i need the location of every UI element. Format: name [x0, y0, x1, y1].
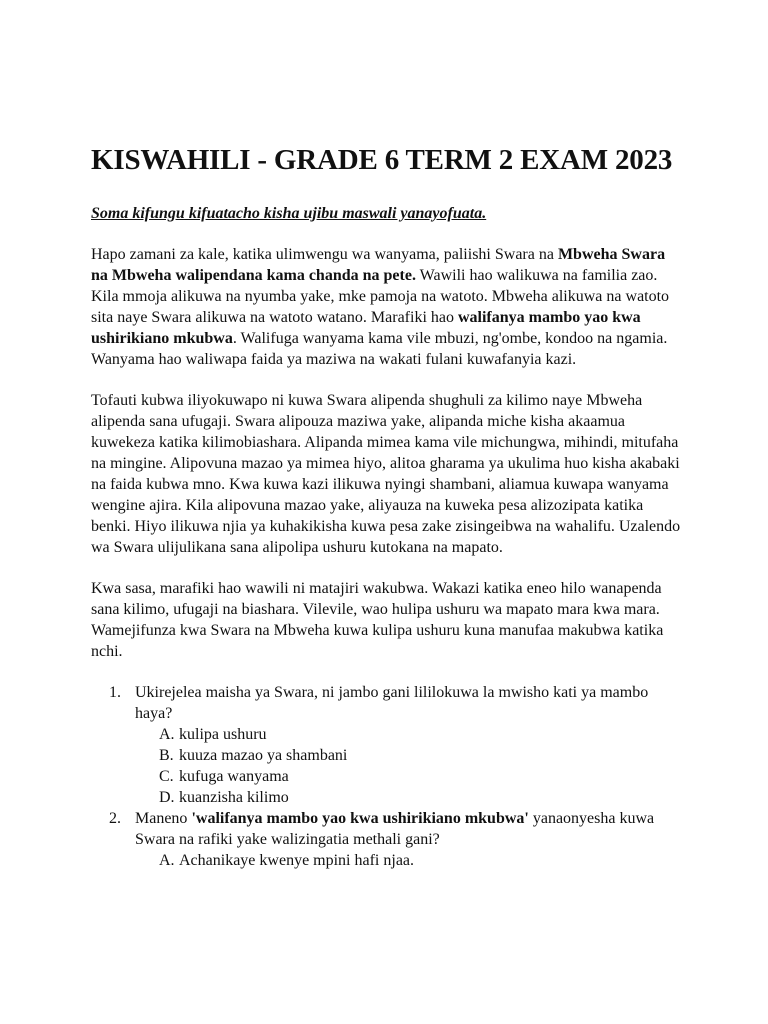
question-item: [91, 682, 683, 808]
option-text: kufuga wanyama: [179, 768, 289, 785]
option-text: kuuza mazao ya shambani: [179, 747, 348, 764]
option-letter: A.: [159, 852, 175, 869]
passage-text: Hapo zamani za kale, katika ulimwengu wa wanyama, paliishi Swara na: [91, 246, 558, 263]
question-number: 2.: [109, 810, 121, 827]
document-page: [91, 143, 683, 871]
option-text: kulipa ushuru: [179, 726, 267, 743]
option-letter: B.: [159, 747, 174, 764]
question-number: 1.: [109, 684, 121, 701]
question-item: [91, 808, 683, 871]
question-list: [91, 682, 683, 871]
passage-paragraph-2: Tofauti kubwa iliyokuwapo ni kuwa Swara alipenda shughuli za kilimo naye Mbweha alipenda sana ufugaji. Swara alipouza maziwa yake, alipanda miche kisha akaamua kuwekeza katika kilimobiashara. Alipanda mimea kama vile michungwa, mihindi, mitufaha na mingine. Alipovuna mazao ya mimea hiyo, alitoa gharama ya ukulima huo kisha akabaki na faida kubwa mno. Kwa kuwa kazi ilikuwa nyingi shambani, aliamua kuwapa wanyama wengine ajira. Kila alipovuna mazao yake, aliyauza na kuweka pesa alizozipata katika benki. Hiyo ilikuwa njia ya kuhakikisha kuwa pesa zake zisingeibwa na wahalifu. Uzalendo wa Swara ulijulikana sana alipolipa ushuru kutokana na mapato.: [91, 392, 681, 556]
answer-option: [135, 745, 683, 766]
passage-paragraph-3: Kwa sasa, marafiki hao wawili ni matajiri wakubwa. Wakazi katika eneo hilo wanapenda sana kilimo, ufugaji na biashara. Vilevile, wao hulipa ushuru wa mapato mara kwa mara. Wamejifunza kwa Swara na Mbweha kuwa kulipa ushuru kuna manufaa makubwa katika nchi.: [91, 580, 664, 660]
instruction-text: Soma kifungu kifuatacho kisha ujibu maswali yanayofuata.: [91, 205, 487, 222]
passage-text: Wawili hao walikuwa na familia zao. Kila mmoja alikuwa na nyumba yake, mke pamoja na watoto. Mbweha alikuwa na watoto sita naye Swara alikuwa na watoto watano. Marafiki hao: [91, 267, 670, 326]
question-quoted-phrase: 'walifanya mambo yao kwa ushirikiano mkubwa': [191, 810, 529, 827]
option-letter: A.: [159, 726, 175, 743]
passage-text: . Walifuga wanyama kama vile mbuzi, ng'ombe, kondoo na ngamia. Wanyama hao waliwapa faida ya maziwa na wakati fulani kuwafanyia kazi.: [91, 330, 668, 368]
option-text: Achanikaye kwenye mpini hafi njaa.: [179, 852, 415, 869]
answer-option: [135, 787, 683, 808]
answer-options: [135, 850, 683, 871]
passage-bold-text: walifanya mambo yao kwa ushirikiano mkubwa: [91, 309, 641, 347]
answer-option: [135, 850, 683, 871]
passage-paragraph-1: [91, 244, 683, 370]
question-text-part: yanaonyesha kuwa Swara na rafiki yake walizingatia methali gani?: [135, 810, 655, 848]
answer-option: [135, 766, 683, 787]
question-text-part: Maneno: [135, 810, 192, 827]
question-text: [135, 810, 654, 848]
question-text: Ukirejelea maisha ya Swara, ni jambo gani lililokuwa la mwisho kati ya mambo haya?: [135, 684, 649, 722]
passage-bold-text: Mbweha Swara na Mbweha walipendana kama chanda na pete.: [91, 246, 666, 284]
option-letter: D.: [159, 789, 175, 806]
answer-option: [135, 724, 683, 745]
option-letter: C.: [159, 768, 174, 785]
document-title: KISWAHILI - GRADE 6 TERM 2 EXAM 2023: [91, 144, 673, 176]
answer-options: [135, 724, 683, 808]
option-text: kuanzisha kilimo: [179, 789, 289, 806]
